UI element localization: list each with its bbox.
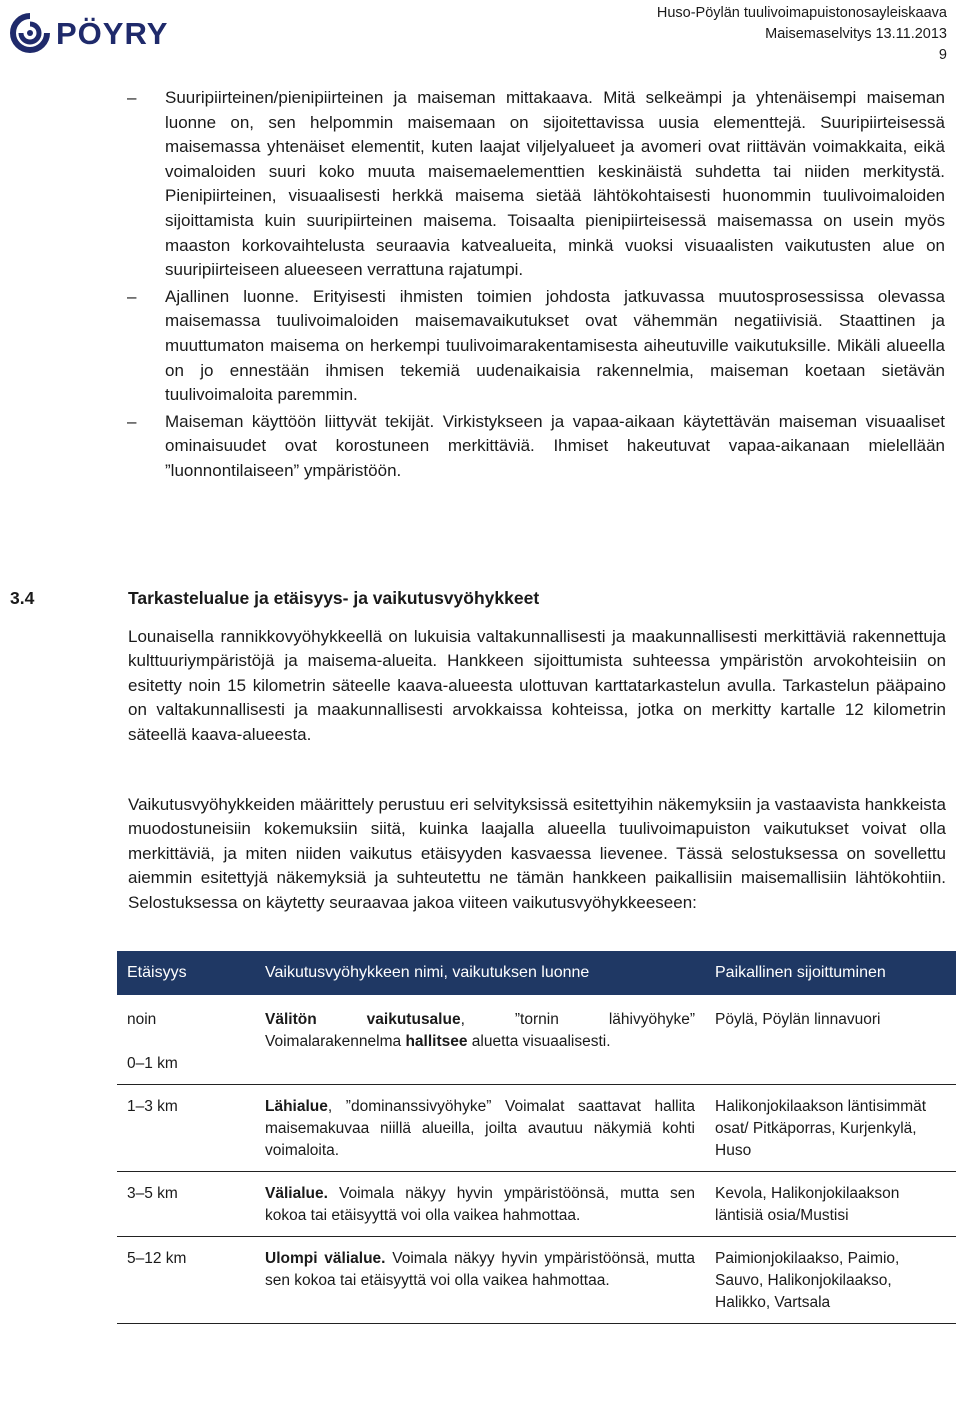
dash-marker: – <box>127 88 137 107</box>
zone-name: Lähialue <box>265 1098 328 1115</box>
table-row <box>117 1237 956 1324</box>
list-item <box>127 86 945 283</box>
list-item <box>127 285 945 408</box>
zone-cell <box>255 1085 705 1172</box>
dash-marker: – <box>127 286 137 306</box>
location-cell: Pöylä, Pöylän linnavuori <box>705 995 956 1085</box>
zone-name: Välitön vaikutusalue <box>265 1011 461 1028</box>
distance-prefix: noin <box>127 1011 157 1028</box>
list-item-text: Maiseman käyttöön liittyvät tekijät. Virkistykseen ja vapaa-aikaan käytettävän maiseman visuaaliset ominaisuudet ovat korostuneen merkittäviä. Ihmiset hakeutuvat vapaa-aikanaan mielellään ”luonnontilaiseen” ympäristöön. <box>165 411 945 480</box>
dash-marker: – <box>127 411 137 431</box>
list-item-text: Suuripiirteinen/pienipiirteinen ja maiseman mittakaava. Mitä selkeämpi ja yhtenäisempi maiseman luonne on, sen helpommin maisemaan on sijoitettavissa uusia elementtejä. Suuripiirteisessä maisemassa yhtenäiset elementit, kuten laajat viljelyalueet ja avomeri ovat riittävän voimakkaita, eikä voimaloiden suuri koko muuta maisemaelementtien keskinäistä suhdetta tai niiden merkitystä. Pienipiirteinen, visuaalisesti herkkä maisema sietää lähtökohtaisesti huonommin tuulivoimaloiden sijoittamista kuin suuripiirteinen maisema. Toisaalta pienipiirteisessä maisemassa on usein myös maaston korkovaihtelusta seuraavia katvealueita, minkä vuoksi visuaalisten vaikutusten alue on suuripiirteiseen alueeseen verrattuna rajatumpi. <box>165 88 945 280</box>
zone-cell <box>255 995 705 1085</box>
document-title: Huso-Pöylän tuulivoimapuistonosayleiskaava <box>656 5 947 21</box>
poyry-logo <box>10 13 168 53</box>
zone-description: , ”dominanssivyöhyke” Voimalat saattavat hallita maisemakuvaa niillä alueilla, joilta avautuu näkymiä kohti voimaloita. <box>265 1098 695 1159</box>
poyry-logo-icon <box>10 13 50 53</box>
table-row <box>117 995 956 1085</box>
list-item <box>127 410 945 484</box>
distance-cell: 1–3 km <box>117 1085 255 1172</box>
zone-name: Välialue. <box>265 1185 328 1202</box>
zone-description-end: aluetta visuaalisesti. <box>467 1033 611 1050</box>
section-title: Tarkastelualue ja etäisyys- ja vaikutusvyöhykkeet <box>128 588 540 608</box>
distance-cell: 5–12 km <box>117 1237 255 1324</box>
location-cell: Kevola, Halikonjokilaakson läntisiä osia/Mustisi <box>705 1172 956 1237</box>
table-row <box>117 1172 956 1237</box>
zone-cell <box>255 1172 705 1237</box>
page-number: 9 <box>938 47 947 63</box>
zone-table <box>117 951 956 1324</box>
list-item-text: Ajallinen luonne. Erityisesti ihmisten toimien johdosta jatkuvassa muutosprosessissa olevassa maisemassa tuulivoimaloiden maisemavaikutukset ovat vähemmän negatiivisiä. Staattinen ja muuttumaton maisema on herkempi tuulivoimarakentamisesta aiheutuville vaikutuksille. Mikäli alueella on jo ennestään ihmisen tekemiä uudenaikaisia rakennelmia, maiseman koetaan sietävän tuulivoimaloita paremmin. <box>165 286 945 405</box>
zone-name: Ulompi välialue. <box>265 1250 386 1267</box>
body-paragraph: Lounaisella rannikkovyöhykkeellä on lukuisia valtakunnallisesti ja maakunnallisesti merkittäviä rakennettuja kulttuuriympäristöjä ja maisema-alueita. Hankkeen sijoittumista suhteessa ympäristön arvokohteisiin on esitetty noin 15 kilometrin säteelle kaava-alueesta ulottuvan karttatarkastelun avulla. Tarkastelun pääpaino on valtakunnallisesti ja maakunnallisesti arvokkaissa kohteissa, jotka on merkitty kartalle 12 kilometrin säteellä kaava-alueesta. <box>128 627 946 744</box>
zone-description: , ”tornin lähivyöhyke” Voimalarakennelma <box>265 1011 695 1050</box>
section-number: 3.4 <box>10 588 35 608</box>
distance-cell: 3–5 km <box>117 1172 255 1237</box>
distance-value: 0–1 km <box>127 1055 178 1072</box>
column-header-zone: Vaikutusvyöhykkeen nimi, vaikutuksen luonne <box>255 951 705 995</box>
table-header-row <box>117 951 956 995</box>
dash-list <box>127 86 945 486</box>
zone-emphasis: hallitsee <box>405 1033 468 1050</box>
location-cell: Paimionjokilaakso, Paimio, Sauvo, Halikonjokilaakso, Halikko, Vartsala <box>705 1237 956 1324</box>
distance-cell <box>117 995 255 1085</box>
zone-description: Voimala näkyy hyvin ympäristöönsä, mutta sen kokoa tai etäisyyttä voi olla vaikea hahmottaa. <box>265 1250 695 1289</box>
zone-description: Voimala näkyy hyvin ympäristöönsä, mutta sen kokoa tai etäisyyttä voi olla vaikea hahmottaa. <box>265 1185 695 1224</box>
page-header <box>0 0 960 70</box>
body-paragraph: Vaikutusvyöhykkeiden määrittely perustuu eri selvityksissä esitettyihin näkemyksiin ja vastaavista hankkeista muodostuneisiin kokemuksiin siitä, kuinka laajalla alueella tuulivoimapuiston vaikutukset voivat olla merkittäviä, ja miten niiden vaikutus etäisyyden kasvaessa lievenee. Tässä selostuksessa on sovellettu aiemmin esitettyjä näkemyksiä ja suhteutettu ne tämän hankkeen paikallisiin maisemallisiin lähtökohtiin. Selostuksessa on käytetty seuraavaa jakoa viiteen vaikutusvyöhykkeeseen: <box>128 795 946 912</box>
logo-wordmark: PÖYRY <box>56 15 169 51</box>
table-row <box>117 1085 956 1172</box>
document-subtitle: Maisemaselvitys 13.11.2013 <box>765 26 947 42</box>
column-header-distance: Etäisyys <box>117 951 255 995</box>
zone-cell <box>255 1237 705 1324</box>
header-meta <box>657 3 947 66</box>
location-cell: Halikonjokilaakson läntisimmät osat/ Pitkäporras, Kurjenkylä, Huso <box>705 1085 956 1172</box>
column-header-location: Paikallinen sijoittuminen <box>705 951 956 995</box>
section-heading <box>10 588 539 609</box>
